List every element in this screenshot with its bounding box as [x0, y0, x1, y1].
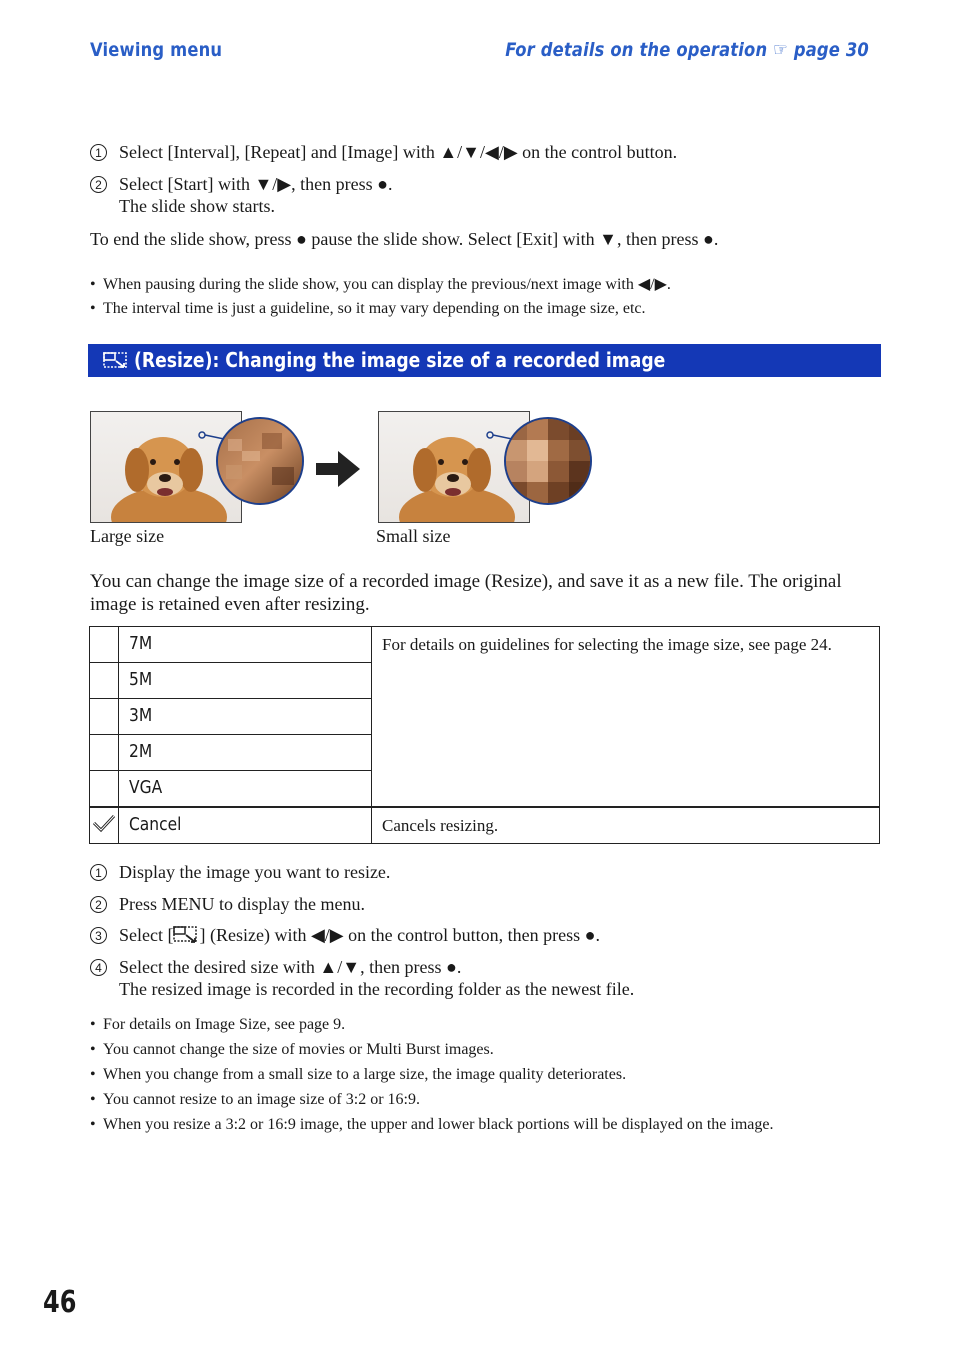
slideshow-end-text: To end the slide show, press ● pause the slide show. Select [Exit] with ▼, then press ●. [90, 229, 719, 249]
option-label: 7M [119, 627, 372, 663]
resize-notes [90, 1012, 773, 1137]
note-item: • The interval time is just a guideline, so it may vary depending on the image size, etc. [90, 300, 646, 317]
option-label: 2M [119, 735, 372, 771]
large-size-zoom [216, 417, 304, 505]
slideshow-step-2 [90, 173, 392, 195]
slideshow-notes [90, 272, 671, 321]
resize-options-table [89, 626, 880, 844]
resize-step-1 [90, 861, 390, 883]
small-size-zoom [504, 417, 592, 505]
checkmark-icon [92, 813, 116, 833]
option-description: For details on guidelines for selecting the image size, see page 24. [372, 627, 880, 808]
details-reference [505, 39, 869, 61]
section-title: Viewing menu [90, 39, 223, 61]
resize-icon [173, 925, 199, 945]
arrow-right-icon [316, 451, 361, 487]
step-text: Select the desired size with ▲/▼, then press ●. [119, 957, 462, 977]
note-item: • When you resize a 3:2 or 16:9 image, the upper and lower black portions will be displayed on the image. [90, 1116, 774, 1133]
step-number: 2 [90, 176, 107, 193]
step-number: 1 [90, 864, 107, 881]
step-text: Press MENU to display the menu. [119, 894, 365, 914]
note-item: • You cannot change the size of movies or Multi Burst images. [90, 1041, 494, 1058]
step-text: Select [Start] with ▼/▶, then press ●. [119, 174, 393, 194]
details-prefix: For details on the operation [505, 39, 768, 61]
step-text: Display the image you want to resize. [119, 862, 391, 882]
slideshow-step-2-sub: The slide show starts. [119, 196, 275, 216]
resize-section-banner [88, 344, 881, 377]
slideshow-step-1 [90, 141, 677, 163]
resize-icon [103, 352, 129, 370]
resize-step-2 [90, 893, 365, 915]
pointing-hand-icon: ☞ [773, 39, 788, 61]
option-label-cancel: Cancel [119, 807, 372, 844]
resize-section-title: (Resize): Changing the image size of a recorded image [134, 348, 666, 372]
caption-large-size: Large size [90, 526, 165, 546]
step-number: 2 [90, 896, 107, 913]
note-item: • You cannot resize to an image size of 3:2 or 16:9. [90, 1091, 420, 1108]
step-text: Select [Interval], [Repeat] and [Image] with ▲/▼/◀/▶ on the control button. [119, 142, 678, 162]
resize-step-4-sub: The resized image is recorded in the recording folder as the newest file. [119, 979, 635, 999]
resize-intro: You can change the image size of a recorded image (Resize), and save it as a new file. The original image is retained even after resizing. [90, 571, 842, 615]
note-item: • When pausing during the slide show, you can display the previous/next image with ◀/▶. [90, 276, 671, 293]
option-label: VGA [119, 771, 372, 808]
option-label: 5M [119, 663, 372, 699]
step-number: 1 [90, 144, 107, 161]
step-number: 4 [90, 959, 107, 976]
option-description-cancel: Cancels resizing. [372, 807, 880, 844]
details-page-link[interactable]: page 30 [793, 39, 869, 61]
note-item: • For details on Image Size, see page 9. [90, 1016, 346, 1033]
note-item: • When you change from a small size to a large size, the image quality deteriorates. [90, 1066, 627, 1083]
page-number: 46 [43, 1285, 77, 1320]
table-row[interactable] [90, 807, 880, 844]
resize-step-4 [90, 956, 461, 978]
table-row[interactable] [90, 627, 880, 663]
resize-step-3: 3 Select [ ] (Resize) with ◀/▶ on the control button, then press ●. [90, 924, 600, 946]
step-number: 3 [90, 927, 107, 944]
option-label: 3M [119, 699, 372, 735]
caption-small-size: Small size [376, 526, 451, 546]
